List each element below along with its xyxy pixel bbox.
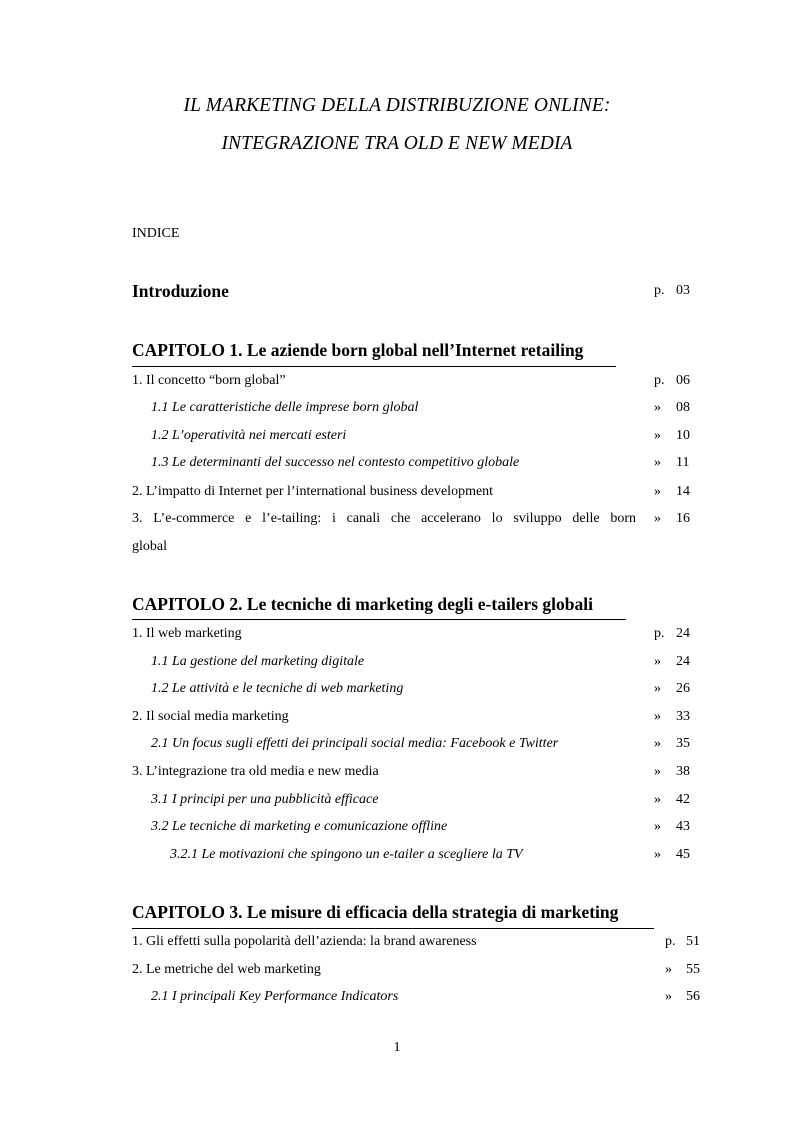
toc-entry	[0, 819, 794, 841]
toc-entry-mark: »	[654, 847, 661, 862]
toc-entry	[0, 455, 794, 477]
toc-entry-label: 1.1 La gestione del marketing digitale	[151, 654, 365, 669]
toc-entry-label: 2.1 Un focus sugli effetti dei principali social media: Facebook e Twitter	[151, 736, 559, 751]
toc-entry-mark: »	[654, 792, 661, 807]
toc-entry	[0, 934, 794, 956]
page-number: 1	[393, 1040, 401, 1055]
toc-entry-label: 3. L’e-commerce e l’e-tailing: i canali che accelerano lo sviluppo delle born	[132, 511, 636, 526]
chapter-1-underline	[132, 366, 616, 367]
toc-entry	[0, 511, 794, 533]
toc-entry-label: 3.2 Le tecniche di marketing e comunicazione offline	[151, 819, 448, 834]
toc-entry-label: 1. Il concetto “born global”	[132, 373, 286, 388]
toc-entry	[0, 400, 794, 422]
chapter-2-underline	[132, 619, 626, 620]
toc-entry-mark: »	[654, 455, 661, 470]
toc-entry-mark: »	[654, 484, 661, 499]
chapter-3-underline	[132, 928, 654, 929]
toc-entry-mark: »	[654, 681, 661, 696]
chapter-1-heading: CAPITOLO 1. Le aziende born global nell’Internet retailing	[132, 340, 584, 360]
toc-entry-label: 3.2.1 Le motivazioni che spingono un e-tailer a scegliere la TV	[170, 847, 523, 862]
toc-entry	[0, 709, 794, 731]
toc-entry-page: 26	[676, 681, 690, 696]
toc-entry	[0, 626, 794, 648]
toc-entry-mark: »	[654, 819, 661, 834]
toc-entry-label: 3. L’integrazione tra old media e new media	[132, 764, 379, 779]
toc-entry	[0, 989, 794, 1011]
toc-entry-page: 38	[676, 764, 690, 779]
chapter-2-heading: CAPITOLO 2. Le tecniche di marketing degli e-tailers globali	[132, 594, 593, 614]
toc-entry-label: 1. Gli effetti sulla popolarità dell’azienda: la brand awareness	[132, 934, 477, 949]
toc-entry-mark: »	[665, 989, 672, 1004]
toc-entry-label: 1.1 Le caratteristiche delle imprese born global	[151, 400, 419, 415]
toc-entry	[0, 484, 794, 506]
toc-entry	[0, 847, 794, 869]
toc-entry-page: 35	[676, 736, 690, 751]
toc-entry-page: 14	[676, 484, 690, 499]
toc-entry-mark: »	[654, 400, 661, 415]
toc-entry-mark: »	[654, 511, 661, 526]
toc-entry-label: 3.1 I principi per una pubblicità efficace	[151, 792, 379, 807]
index-heading: INDICE	[132, 226, 180, 241]
intro-label: Introduzione	[132, 281, 229, 301]
toc-entry-page: 24	[676, 654, 690, 669]
toc-entry	[0, 764, 794, 786]
toc-entry-mark: »	[654, 764, 661, 779]
toc-entry	[0, 962, 794, 984]
toc-entry-page: 33	[676, 709, 690, 724]
toc-entry-page: 43	[676, 819, 690, 834]
toc-entry-mark: p.	[654, 626, 665, 641]
toc-entry-page: 16	[676, 511, 690, 526]
toc-entry	[0, 792, 794, 814]
document-title-line-2: INTEGRAZIONE TRA OLD E NEW MEDIA	[221, 133, 573, 154]
toc-entry-mark: »	[654, 736, 661, 751]
toc-entry-label-continuation: global	[132, 539, 167, 554]
intro-page-prefix: p.	[654, 283, 665, 298]
toc-entry-mark: »	[654, 428, 661, 443]
toc-entry-page: 06	[676, 373, 690, 388]
toc-entry-label: 1. Il web marketing	[132, 626, 242, 641]
toc-entry-mark: »	[654, 654, 661, 669]
toc-entry	[0, 736, 794, 758]
toc-entry-mark: p.	[665, 934, 676, 949]
toc-entry-mark: »	[654, 709, 661, 724]
toc-entry-label: 1.2 Le attività e le tecniche di web marketing	[151, 681, 404, 696]
toc-entry-page: 51	[686, 934, 700, 949]
toc-entry-label: 2. L’impatto di Internet per l’international business development	[132, 484, 494, 499]
toc-entry-label: 2. Il social media marketing	[132, 709, 289, 724]
intro-page-number: 03	[676, 283, 690, 298]
toc-entry-page: 08	[676, 400, 690, 415]
chapter-3-heading: CAPITOLO 3. Le misure di efficacia della strategia di marketing	[132, 902, 619, 922]
toc-entry	[0, 654, 794, 676]
toc-entry-page: 56	[686, 989, 700, 1004]
toc-entry	[0, 681, 794, 703]
toc-entry-label: 2. Le metriche del web marketing	[132, 962, 321, 977]
toc-entry-continuation	[0, 539, 794, 561]
toc-entry-label: 2.1 I principali Key Performance Indicators	[151, 989, 399, 1004]
document-title-line-1: IL MARKETING DELLA DISTRIBUZIONE ONLINE:	[183, 95, 611, 116]
toc-entry-label: 1.3 Le determinanti del successo nel contesto competitivo globale	[151, 455, 520, 470]
toc-entry-mark: »	[665, 962, 672, 977]
toc-entry	[0, 373, 794, 395]
toc-entry-page: 45	[676, 847, 690, 862]
toc-entry-page: 42	[676, 792, 690, 807]
toc-entry-page: 11	[676, 455, 690, 470]
toc-entry-mark: p.	[654, 373, 665, 388]
toc-entry-page: 55	[686, 962, 700, 977]
toc-entry-page: 24	[676, 626, 690, 641]
toc-entry-page: 10	[676, 428, 690, 443]
toc-entry	[0, 428, 794, 450]
toc-entry-label: 1.2 L’operatività nei mercati esteri	[151, 428, 347, 443]
